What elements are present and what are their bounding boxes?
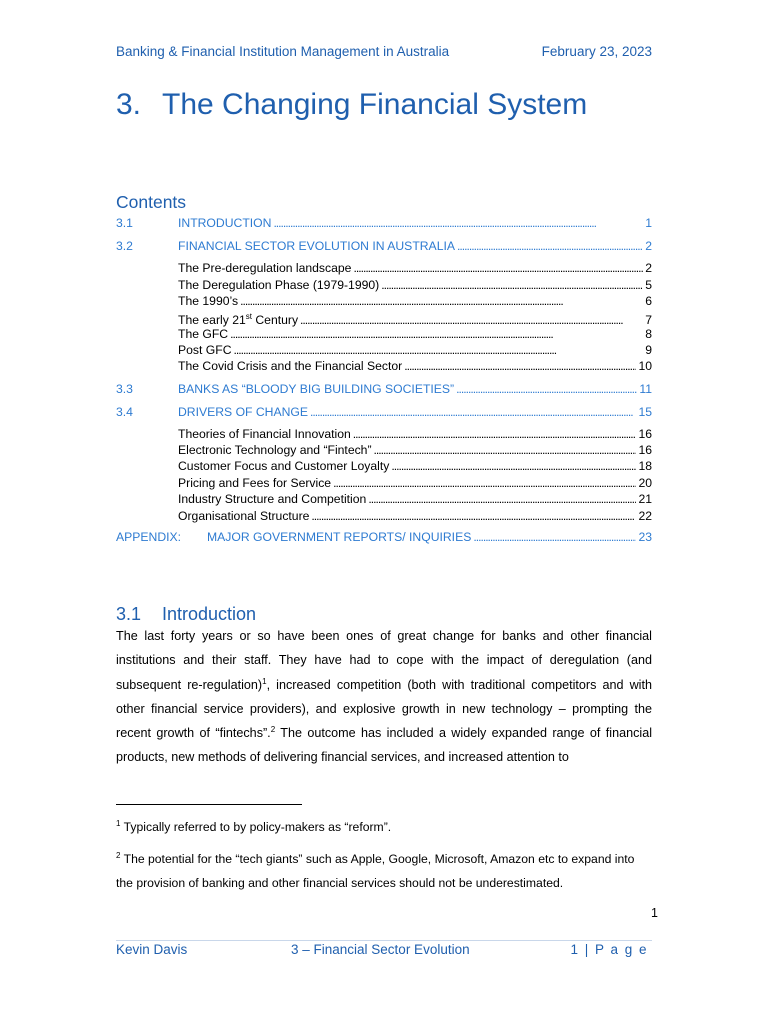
toc-page: 16 [638,427,652,441]
toc-leader [234,342,644,358]
toc-page: 11 [639,382,652,396]
toc-subentry[interactable] [116,326,652,342]
toc-leader [391,458,636,474]
toc-entry-appendix[interactable] [116,529,652,545]
toc-entry-financial-sector-evolution[interactable] [116,238,652,254]
toc-leader [473,529,636,545]
toc-title-part: The early 21 [178,313,246,328]
toc-page: 8 [645,327,652,341]
toc-title-part: Century [251,313,299,328]
running-footer [116,942,652,960]
toc-entry-drivers-of-change[interactable] [116,404,652,420]
toc-leader [353,426,637,442]
toc-page: 16 [638,443,652,457]
toc-page: 15 [638,405,652,419]
footer-author: Kevin Davis [116,942,188,957]
toc-title: Organisational Structure [178,509,310,523]
toc-title: The Pre-deregulation landscape [178,261,352,275]
toc-title: MAJOR GOVERNMENT REPORTS/ INQUIRIES [207,530,472,544]
toc-title: INTRODUCTION [178,216,272,230]
toc-subentry[interactable] [116,277,652,293]
toc-page: 2 [645,261,652,275]
running-header [116,44,652,62]
toc-title: The GFC [178,327,229,341]
header-date: February 23, 2023 [541,44,652,59]
toc-leader [404,358,636,374]
toc-entry-introduction[interactable] [116,215,652,231]
footer-chapter: 3 – Financial Sector Evolution [291,942,470,957]
page-number: 1 [651,906,658,920]
toc-title: The Covid Crisis and the Financial Sector [178,359,403,373]
toc-number: APPENDIX: [116,530,182,544]
section-heading [116,604,256,625]
chapter-title [116,88,587,122]
toc-title: The Deregulation Phase (1979-1990) [178,278,380,292]
header-title: Banking & Financial Institution Management in Australia [116,44,450,59]
toc-page: 23 [638,530,652,544]
toc-leader [230,326,643,342]
toc-leader [311,508,636,524]
toc-subentry[interactable] [116,442,652,458]
footnote-text: The potential for the “tech giants” such as Apple, Google, Microsoft, Amazon etc to expand into the provision of banking and other financial services should not be underestimated. [116,852,635,890]
toc-leader [374,442,637,458]
toc-leader [240,293,643,309]
toc-number: 3.1 [116,216,133,230]
toc-page: 10 [638,359,652,373]
toc-subentry[interactable] [116,491,652,507]
paragraph-text: The last forty years or so have been ones of great change for banks and other financial institutions and their staff. They have had to cope with the impact of deregulation (and subsequent re-regulation) [116,629,652,692]
toc-leader [353,260,643,276]
footnote-mark: 2 [116,850,121,860]
toc-subentry[interactable] [116,426,652,442]
toc-number: 3.3 [116,382,133,396]
toc-page: 20 [638,476,652,490]
toc-title: DRIVERS OF CHANGE [178,405,309,419]
toc-subentry[interactable] [116,475,652,491]
toc-leader [368,491,636,507]
toc-subentry[interactable] [116,458,652,474]
section-title: Introduction [162,604,257,624]
toc-leader [273,215,643,231]
toc-page: 1 [645,216,652,230]
toc-page: 2 [645,239,652,253]
toc-title: BANKS AS “BLOODY BIG BUILDING SOCIETIES” [178,382,455,396]
paragraph-text: , increased competition (both with traditional competitors and with other financial service providers), and explosive growth in new technology – prompting the recent growth of “fintechs”. [116,677,652,741]
toc-title: Post GFC [178,343,232,357]
toc-leader [310,404,636,420]
toc-title: The 1990’s [178,294,239,308]
toc-title: Theories of Financial Innovation [178,427,351,441]
footer-separator [116,940,652,941]
footnote [116,847,652,895]
toc-page: 6 [645,294,652,308]
section-number: 3.1 [116,604,142,624]
toc-subentry[interactable] [116,508,652,524]
chapter-title-text: The Changing Financial System [162,88,588,121]
toc-title: Industry Structure and Competition [178,492,367,506]
toc-subentry[interactable] [116,260,652,276]
toc-title: FINANCIAL SECTOR EVOLUTION IN AUSTRALIA [178,239,455,253]
toc-leader [456,381,637,397]
toc-subentry[interactable] [116,293,652,309]
toc-leader [381,277,643,293]
toc-page: 18 [638,459,652,473]
footer-page: 1 | P a g e [570,942,648,957]
toc-title: Pricing and Fees for Service [178,476,332,490]
toc-subentry[interactable] [116,309,652,328]
toc-page: 21 [638,492,652,506]
footnote-mark: 1 [116,818,121,828]
toc-page: 7 [645,313,652,328]
contents-heading: Contents [116,192,187,212]
toc-page: 22 [638,509,652,523]
toc-entry-banks-as-bbbs[interactable] [116,381,652,397]
footnote [116,815,652,839]
toc-page: 9 [645,343,652,357]
footnote-ref[interactable]: 1 [262,676,267,686]
toc-leader [333,475,636,491]
toc-subentry[interactable] [116,342,652,358]
chapter-number: 3. [116,88,142,121]
toc-leader [457,238,643,254]
toc-subentry[interactable] [116,358,652,374]
footnote-text: Typically referred to by policy-makers as “reform”. [120,820,392,834]
toc-page: 5 [645,278,652,292]
toc-title-superscript: st [245,312,252,321]
footnote-separator [116,804,302,805]
toc-number: 3.4 [116,405,133,419]
paragraph-text: The outcome has included a widely expanded range of financial products, new methods of delivering financial services, and increased attention to [116,726,652,765]
body-paragraph [116,624,652,770]
toc-title: Customer Focus and Customer Loyalty [178,459,390,473]
toc-title: Electronic Technology and “Fintech” [178,443,372,457]
footnote-ref[interactable]: 2 [270,725,276,734]
toc-number: 3.2 [116,239,133,253]
